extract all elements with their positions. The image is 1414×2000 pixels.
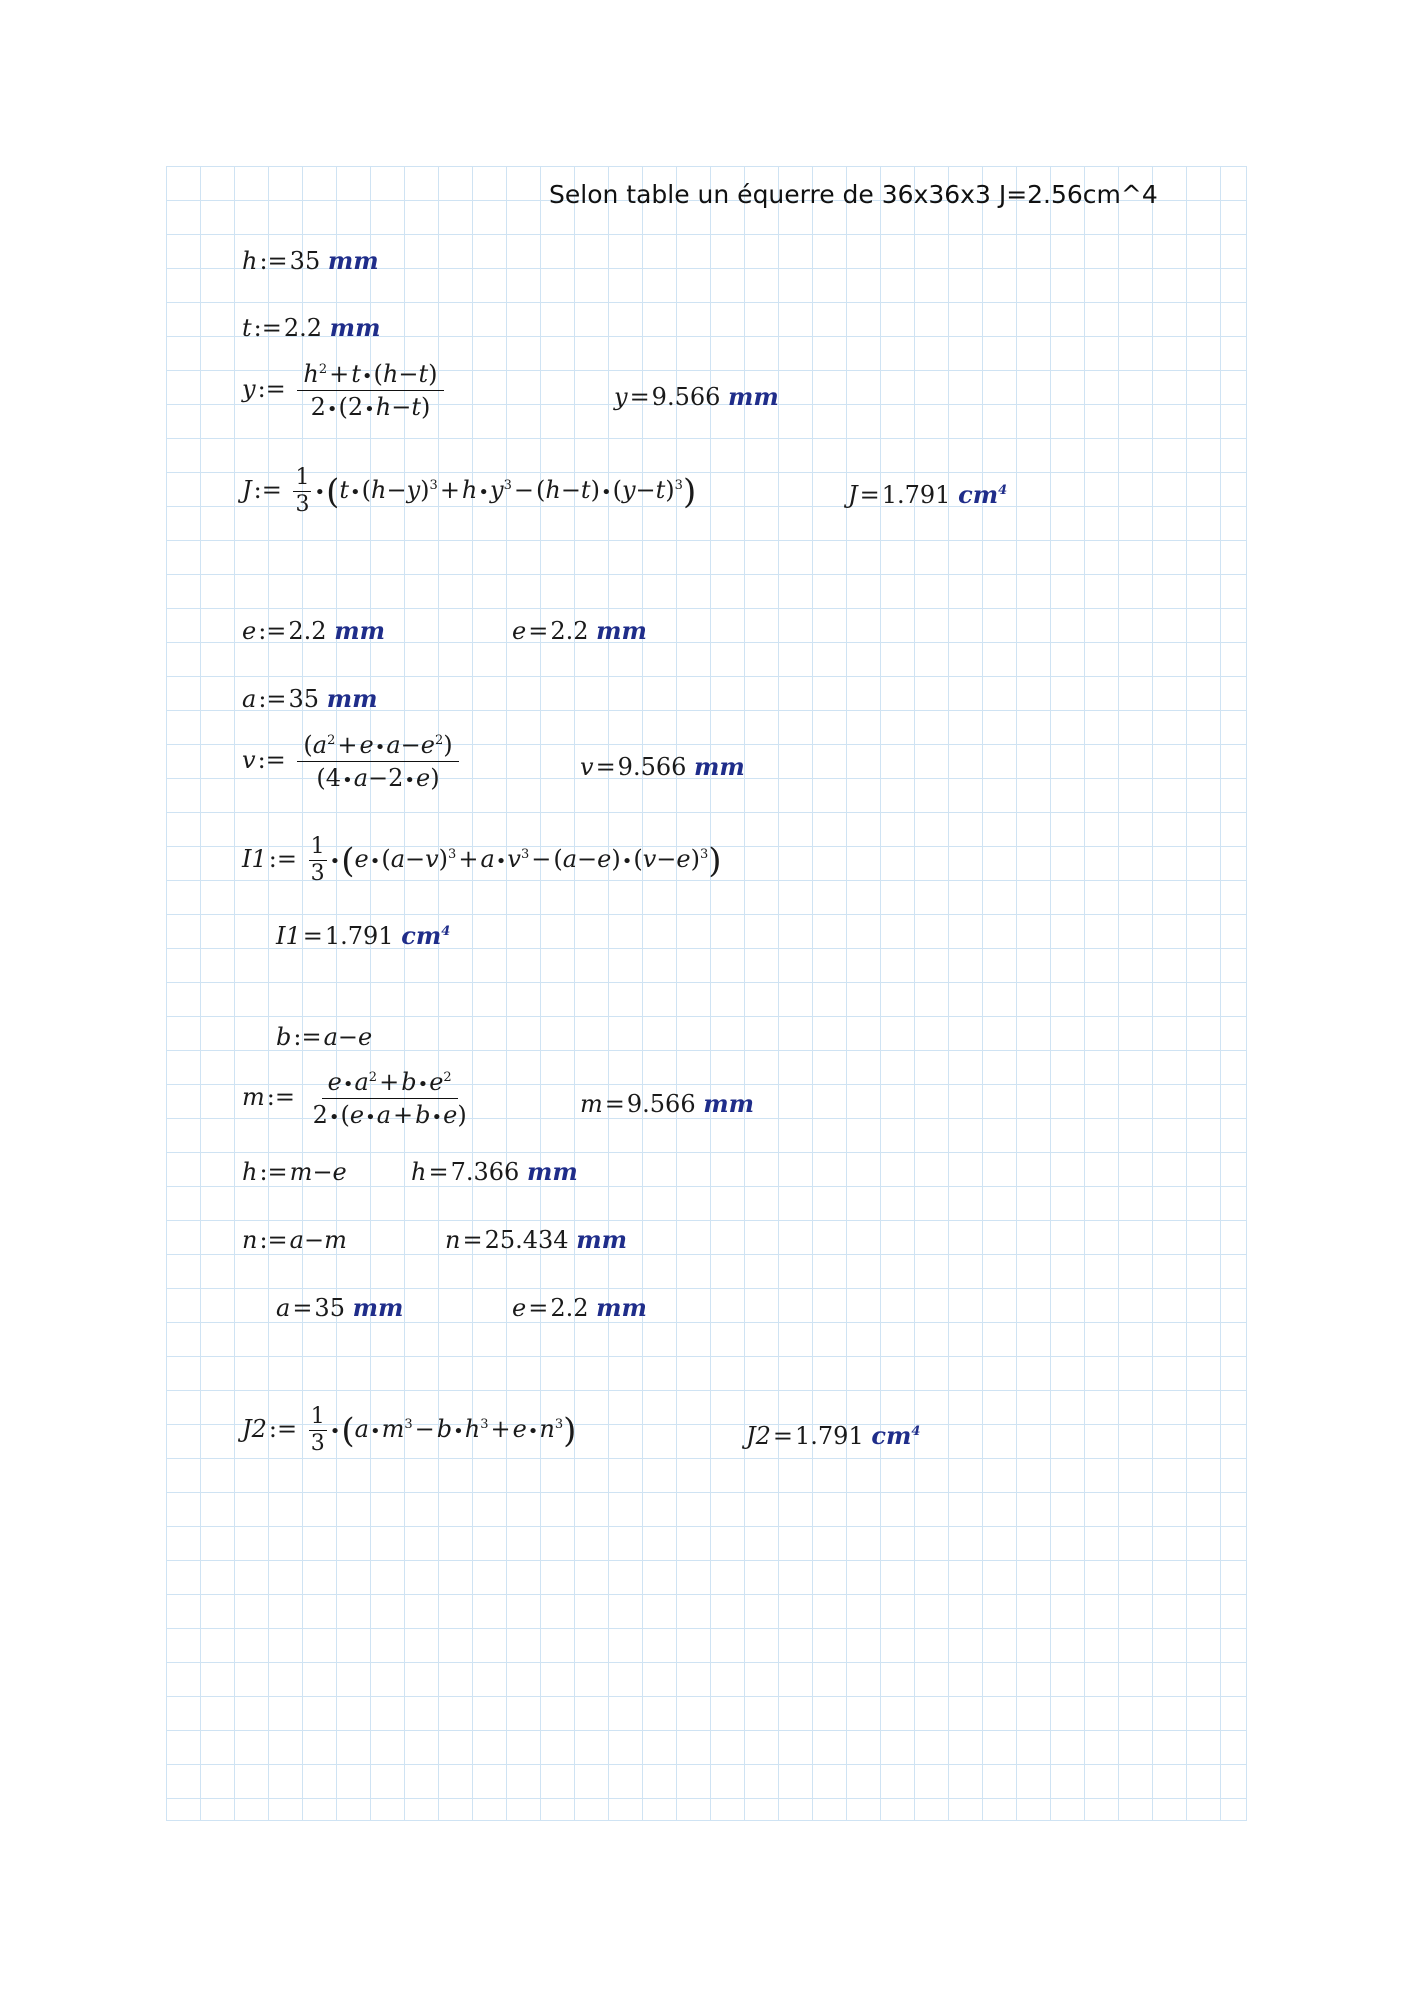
result-n: n=25.434 mm xyxy=(445,1225,627,1254)
def-m: m:= $\frac{e•a^2+b•e^2}{2•(e•a+b•e)}$ xyxy=(242,1068,467,1129)
result-m: m=9.566 mm xyxy=(580,1089,755,1118)
def-b: b:=a−e xyxy=(276,1023,373,1051)
result-e: e=2.2 mm xyxy=(512,616,647,645)
result-J2: J2=1.791 $cm^4$ xyxy=(746,1421,921,1450)
result-h2: h=7.366 mm xyxy=(411,1157,578,1186)
result-y: y=9.566 mm xyxy=(614,382,779,411)
def-y: y:= $\frac{h^2+t•(h-t)}{2•(2•h-t)}$ xyxy=(242,362,446,419)
result-J: J=1.791 $cm^4$ xyxy=(848,480,1008,509)
def-h2: h:=m−e xyxy=(242,1158,347,1186)
def-t: t:=2.2 mm xyxy=(242,313,381,342)
def-a: a:=35 mm xyxy=(242,684,378,713)
def-I1: I1:= $\frac{1}{3}$ $•(e•(a-v)^3+a•v^3-(a-e)•(v-e)^3)$ xyxy=(242,834,722,886)
def-h: h:=35 mm xyxy=(242,246,379,275)
def-J: J:= $\frac{1}{3}$ $•(t•(h-y)^3+h•y^3-(h-t)•(y-t)^3)$ xyxy=(242,465,697,517)
result-a: a=35 mm xyxy=(276,1293,404,1322)
result-I1: I1=1.791 $cm^4$ xyxy=(276,921,451,950)
result-v: v=9.566 mm xyxy=(580,752,745,781)
def-J2: J2:= $\frac{1}{3}$ $•(a•m^3-b•h^3+e•n^3)$ xyxy=(242,1404,577,1456)
result-e2: e=2.2 mm xyxy=(512,1293,647,1322)
def-e: e:=2.2 mm xyxy=(242,616,386,645)
def-v: v:= $\frac{(a^2+e•a-e^2)}{(4•a-2•e)}$ xyxy=(242,733,461,790)
def-n: n:=a−m xyxy=(242,1226,347,1254)
header-note: Selon table un équerre de 36x36x3 J=2.56cm^4 xyxy=(549,180,1158,209)
